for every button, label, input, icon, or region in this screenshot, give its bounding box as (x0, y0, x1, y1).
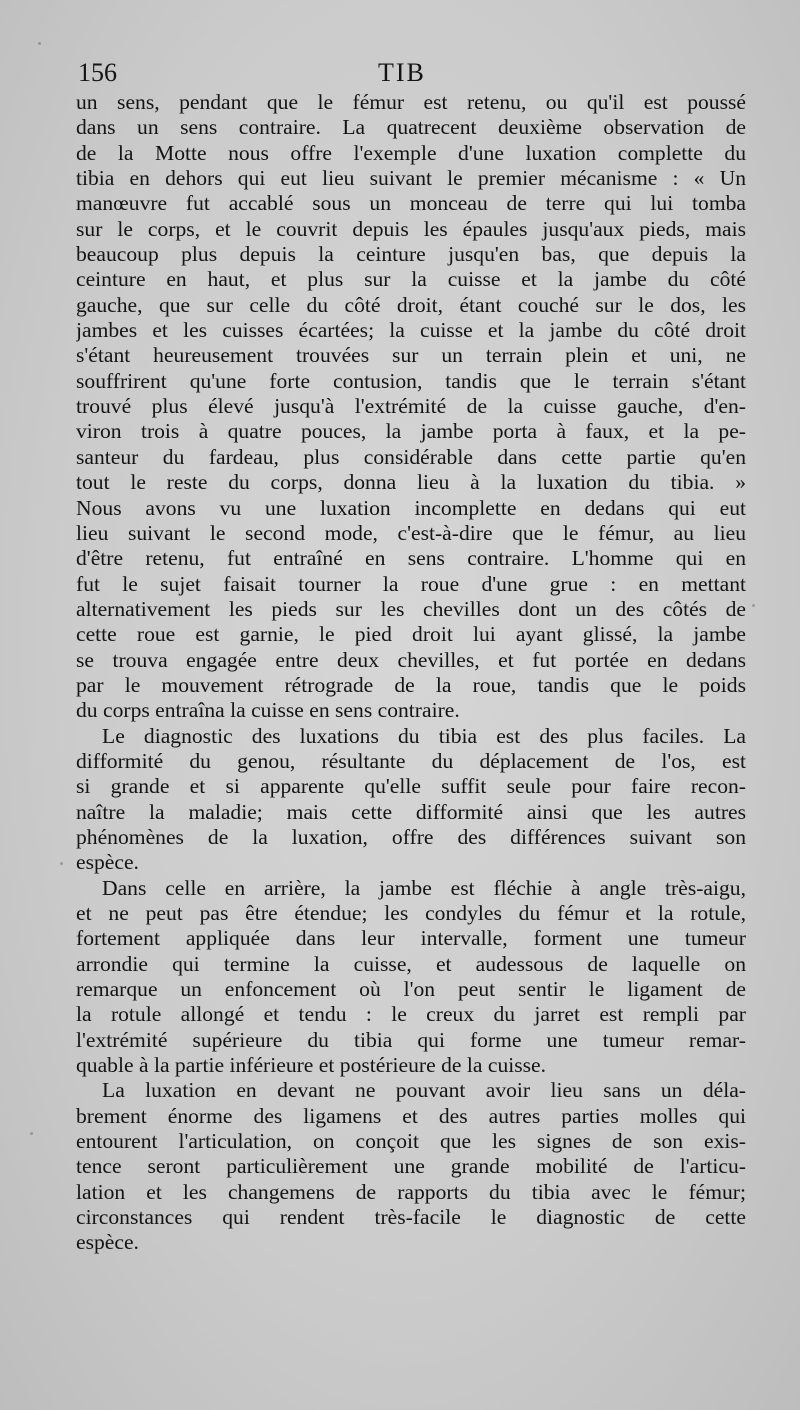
text-line: tibia en dehors qui eut lieu suivant le premier mécanisme : « Un (76, 166, 746, 191)
text-line: se trouva engagée entre deux chevilles, et fut portée en dedans (76, 647, 746, 672)
text-line: du corps entraîna la cuisse en sens contraire. (76, 698, 460, 723)
text-line: entourent l'articulation, on conçoit que les signes de son exis- (76, 1129, 746, 1154)
text-line: et ne peut pas être étendue; les condyles du fémur et la rotule, (76, 901, 746, 925)
text-line: si grande et si apparente qu'elle suffit seule pour faire recon- (76, 774, 746, 799)
text-line: dans un sens contraire. La quatrecent deuxième observation de (76, 115, 746, 140)
text-line: quable à la partie inférieure et postérieure de la cuisse. (76, 1053, 547, 1078)
text-line: alternativement les pieds sur les chevilles dont un des côtés de (76, 596, 746, 621)
text-line: La luxation en devant ne pouvant avoir lieu sans un déla- (102, 1078, 746, 1103)
paper-speck (30, 1132, 33, 1135)
text-line: d'être retenu, fut entraîné en sens contraire. L'homme qui en (76, 546, 746, 571)
text-line: ceinture en haut, et plus sur la cuisse et la jambe du côté (76, 267, 746, 292)
text-line: Nous avons vu une luxation incomplette en dedans qui eut (76, 495, 746, 520)
text-line: brement énorme des ligamens et des autres parties molles qui (76, 1103, 746, 1128)
text-line: par le mouvement rétrograde de la roue, tandis que le poids (76, 672, 746, 697)
text-line: difformité du genou, résultante du déplacement de l'os, est (76, 748, 746, 773)
running-head: TIB (378, 58, 426, 87)
text-line: sur le corps, et le couvrit depuis les épaules jusqu'aux pieds, mais (76, 216, 746, 241)
text-line: espèce. (76, 1230, 139, 1255)
text-line: fortement appliquée dans leur intervalle, forment une tumeur (76, 926, 746, 951)
text-line: souffrirent qu'une forte contusion, tandis que le terrain s'étant (76, 368, 746, 393)
text-line: lation et les changemens de rapports du tibia avec le fémur; (76, 1179, 746, 1204)
text-line: un sens, pendant que le fémur est retenu, ou qu'il est poussé (76, 90, 746, 114)
text-line: Le diagnostic des luxations du tibia est des plus faciles. La (102, 723, 746, 748)
text-line: l'extrémité supérieure du tibia qui forme une tumeur remar- (76, 1027, 746, 1052)
text-line: circonstances qui rendent très-facile le diagnostic de cette (76, 1205, 746, 1230)
text-line: santeur du fardeau, plus considérable dans cette partie qu'en (76, 444, 746, 469)
paper-speck (752, 604, 755, 607)
text-line: remarque un enfoncement où l'on peut sentir le ligament de (76, 977, 746, 1002)
paper-speck (60, 862, 63, 865)
text-line: naître la maladie; mais cette difformité ainsi que les autres (76, 799, 746, 824)
text-line: jambes et les cuisses écartées; la cuisse et la jambe du côté droit (76, 318, 746, 343)
text-line: trouvé plus élevé jusqu'à l'extrémité de la cuisse gauche, d'en- (76, 394, 746, 419)
text-line: de la Motte nous offre l'exemple d'une luxation complette du (76, 140, 746, 165)
text-line: fut le sujet faisait tourner la roue d'une grue : en mettant (76, 571, 746, 596)
text-line: viron trois à quatre pouces, la jambe porta à faux, et la pe- (76, 419, 746, 444)
text-line: espèce. (76, 850, 139, 875)
text-line: s'étant heureusement trouvées sur un terrain plein et uni, ne (76, 343, 746, 368)
text-line: beaucoup plus depuis la ceinture jusqu'en bas, que depuis la (76, 242, 746, 267)
page-header (78, 58, 746, 88)
text-line: phénomènes de la luxation, offre des différences suivant son (76, 824, 746, 849)
text-line: arrondie qui termine la cuisse, et audessous de laquelle on (76, 951, 746, 976)
body-text (76, 90, 746, 1256)
paper-speck (38, 42, 41, 45)
text-line: gauche, que sur celle du côté droit, étant couché sur le dos, les (76, 292, 746, 317)
text-line: tence seront particulièrement une grande mobilité de l'articu- (76, 1154, 746, 1179)
text-line: cette roue est garnie, le pied droit lui ayant glissé, la jambe (76, 622, 746, 647)
text-line: Dans celle en arrière, la jambe est fléchie à angle très-aigu, (102, 875, 746, 900)
text-line: tout le reste du corps, donna lieu à la luxation du tibia. » (76, 470, 746, 495)
text-line: la rotule allongé et tendu : le creux du jarret est rempli par (76, 1002, 746, 1027)
text-line: manœuvre fut accablé sous un monceau de terre qui lui tomba (76, 191, 746, 216)
text-line: lieu suivant le second mode, c'est-à-dire que le fémur, au lieu (76, 520, 746, 545)
page-number: 156 (78, 58, 117, 87)
